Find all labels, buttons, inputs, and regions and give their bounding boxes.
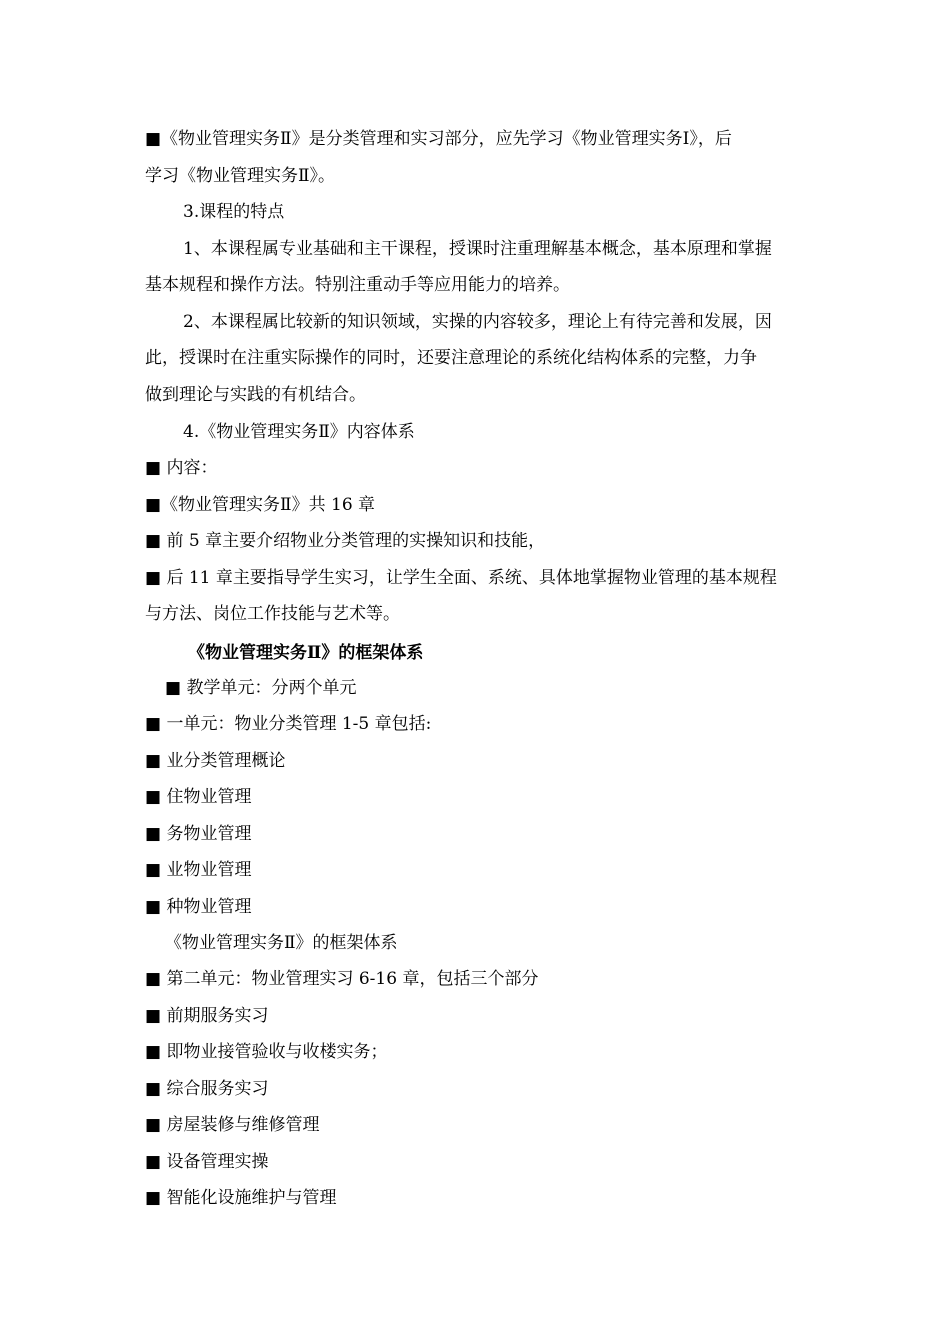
text-line: 此，授课时在注重实际操作的同时，还要注意理论的系统化结构体系的完整，力争 bbox=[145, 348, 757, 368]
list-item: ■ 智能化设施维护与管理 bbox=[145, 1188, 337, 1208]
list-item: ■ 设备管理实操 bbox=[145, 1152, 269, 1172]
list-item: ■ 业分类管理概论 bbox=[145, 751, 286, 771]
list-item: ■ 房屋装修与维修管理 bbox=[145, 1115, 320, 1135]
list-item: ■ 住物业管理 bbox=[145, 787, 252, 807]
text-line: 基本规程和操作方法。特别注重动手等应用能力的培养。 bbox=[145, 275, 570, 295]
list-item: ■ 后 11 章主要指导学生实习，让学生全面、系统、具体地掌握物业管理的基本规程 bbox=[145, 568, 777, 588]
list-item: ■ 第二单元：物业管理实习 6-16 章，包括三个部分 bbox=[145, 969, 539, 989]
list-item: ■ 前 5 章主要介绍物业分类管理的实操知识和技能， bbox=[145, 531, 546, 551]
list-item: ■ 内容： bbox=[145, 458, 218, 478]
framework-heading: 《物业管理实务Ⅱ》的框架体系 bbox=[165, 933, 398, 953]
text-line: ■《物业管理实务Ⅱ》是分类管理和实习部分，应先学习《物业管理实务Ⅰ》，后 bbox=[145, 129, 732, 149]
list-item: ■《物业管理实务Ⅱ》共 16 章 bbox=[145, 495, 376, 515]
framework-heading: 《物业管理实务Ⅱ》的框架体系 bbox=[188, 643, 424, 663]
text-line: 与方法、岗位工作技能与艺术等。 bbox=[145, 604, 400, 624]
list-item: ■ 综合服务实习 bbox=[145, 1079, 269, 1099]
list-item: ■ 前期服务实习 bbox=[145, 1006, 269, 1026]
text-line: 做到理论与实践的有机结合。 bbox=[145, 385, 366, 405]
list-item: ■ 务物业管理 bbox=[145, 824, 252, 844]
section-heading: 4.《物业管理实务Ⅱ》内容体系 bbox=[183, 422, 415, 442]
text-line: 1、本课程属专业基础和主干课程，授课时注重理解基本概念，基本原理和掌握 bbox=[183, 239, 772, 259]
list-item: ■ 即物业接管验收与收楼实务； bbox=[145, 1042, 388, 1062]
list-item: ■ 种物业管理 bbox=[145, 897, 252, 917]
text-line: 2、本课程属比较新的知识领域，实操的内容较多，理论上有待完善和发展，因 bbox=[183, 312, 772, 332]
list-item: ■ 一单元：物业分类管理 1-5 章包括: bbox=[145, 714, 432, 734]
list-item: ■ 教学单元：分两个单元 bbox=[165, 678, 357, 698]
section-heading: 3.课程的特点 bbox=[183, 202, 285, 222]
text-line: 学习《物业管理实务Ⅱ》。 bbox=[145, 166, 336, 186]
list-item: ■ 业物业管理 bbox=[145, 860, 252, 880]
